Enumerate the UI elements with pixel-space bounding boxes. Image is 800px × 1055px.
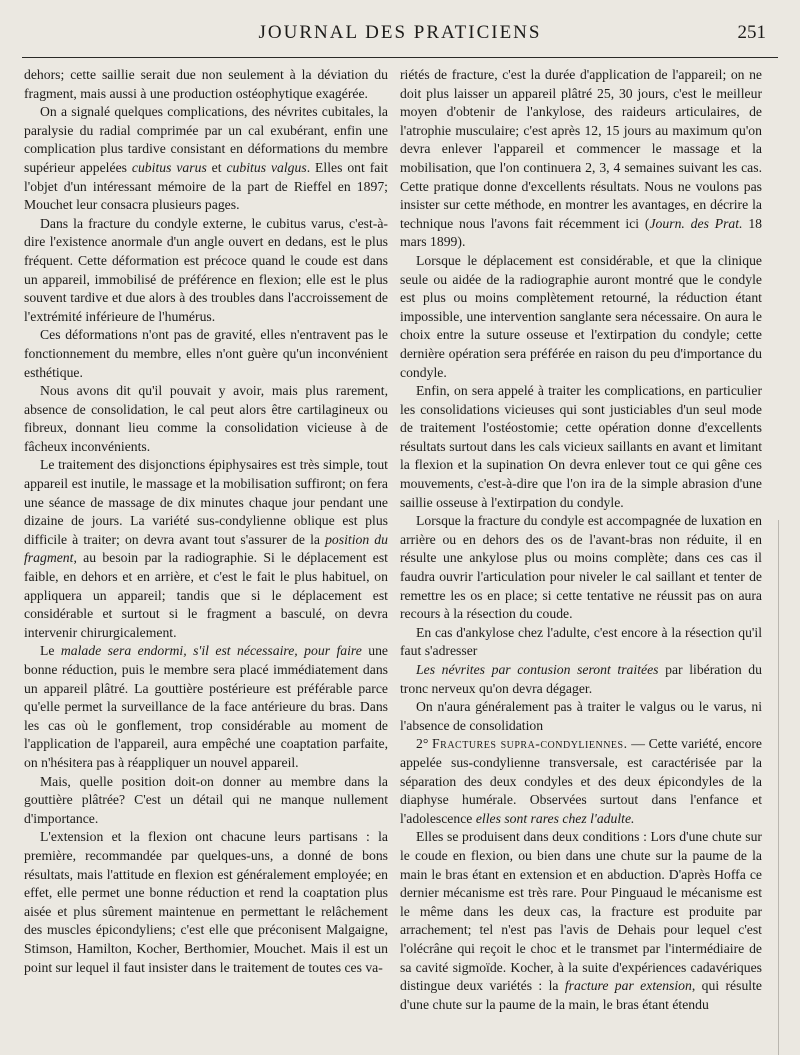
- text-run: riétés de fracture, c'est la durée d'application de l'appareil; on ne doit plus laisser un appareil plâtré 25, 30 jours, c'est le meilleur moyen d'obtenir de l'ankylose, des raideurs articulaires, de l'atrophie musculaire; c'est après 12, 15 jours au maximum qu'on devra enlever l'appareil et commencer le massage et la mobilisation, que l'on continuera 2, 3, 4 semaines suivant les cas. Cette pratique donne d'excellents résultats. Nous ne voulons pas insister sur cette méthode, en montrer les avantages, en décrire la technique nous l'avons fait récemment ici (: [400, 67, 762, 231]
- paragraph: [400, 735, 762, 828]
- paragraph: [400, 382, 762, 512]
- paragraph: [24, 773, 388, 829]
- paragraph: [400, 698, 762, 735]
- paragraph: [400, 252, 762, 382]
- italic-term: malade sera endormi, s'il est nécessaire, pour faire: [60, 643, 362, 659]
- page-header: [0, 22, 800, 52]
- text-run: par libération du tronc nerveux qu'on devra dégager.: [400, 662, 762, 696]
- paragraph: [400, 661, 762, 698]
- italic-term: cubitus valgus: [226, 159, 307, 175]
- section-heading: Fractures supra-condyliennes.: [432, 736, 628, 752]
- text-run: L'extension et la flexion ont chacune leurs partisans : la première, recommandée par quelques-uns, a donné de bons résultats, mais l'attitude en flexion est généralement employée; en effet, elle permet une bonne réduction et rend la coaptation plus aisée et plus sûrement maintenue en permettant le relâchement des muscles épicondyliens; c'est elle que préconisent Malgaigne, Stimson, Hamilton, Kocher, Berthomier, Mouchet. Mais il est un point sur lequel il faut insister dans le traitement de toutes ces va-: [24, 829, 388, 975]
- page-number: 251: [737, 22, 766, 43]
- text-run: . Elles ont fait l'objet d'un intéressant mémoire de la part de Rieffel en 1897; Mouchet leur consacra plusieurs pages.: [24, 159, 388, 213]
- paragraph: [24, 103, 388, 215]
- text-run: Mais, quelle position doit-on donner au membre dans la gouttière plâtrée? C'est un détail qui ne manque nullement d'importance.: [24, 773, 388, 826]
- paragraph: [24, 642, 388, 772]
- header-rule: [22, 57, 778, 58]
- text-run: Lorsque la fracture du condyle est accompagnée de luxation en arrière ou en dehors des os de l'avant-bras non réduite, il en résulte une ankylose plus ou moins complète; dans ces cas il faudra ouvrir l'articulation pour niveler le cal saillant et tenter de remettre les os en place; si cette tentative ne réussit pas on aura recours à la résection du coude.: [400, 513, 762, 622]
- paragraph: [24, 326, 388, 382]
- paragraph: [24, 66, 388, 103]
- page-edge-line: [778, 520, 779, 1055]
- text-run: 18 mars 1899).: [400, 215, 762, 250]
- text-run: et: [206, 159, 227, 175]
- paragraph: [400, 66, 762, 252]
- italic-term: Les névrites par contusion seront traitées: [416, 662, 659, 677]
- text-run: une bonne réduction, puis le membre sera placé immédiatement dans un appareil plâtré. La gouttière postérieure est préférable parce qu'elle permet la surveillance de la face antérieure du bras. Dans les cas où le gonflement, trop considérable au moment de l'application de l'appareil, aura empêché une coaptation parfaite, on n'hésitera pas à réappliquer un nouvel appareil.: [24, 643, 388, 770]
- paragraph: [24, 456, 388, 642]
- italic-term: cubitus varus: [131, 159, 207, 175]
- text-run: Lorsque le déplacement est considérable, et que la clinique seule ou aidée de la radiographie auront montré que le condyle est plus ou moins complètement retourné, la réduction étant impossible, une intervention sanglante sera nécessaire. On aura le choix entre la suture osseuse et l'extirpation du condyle; cette dernière opération sera préférée en raison du peu d'importance du condyle.: [400, 252, 762, 380]
- paragraph: [24, 215, 388, 327]
- paragraph: [400, 512, 762, 624]
- text-run: Le: [40, 643, 61, 659]
- section-number: 2°: [416, 736, 429, 752]
- italic-term: elles sont rares chez l'adulte.: [475, 810, 635, 826]
- text-run: En cas d'ankylose chez l'adulte, c'est encore à la résection qu'il faut s'adresser: [400, 624, 762, 659]
- italic-term: fracture par extension: [564, 978, 692, 994]
- paragraph: [400, 624, 762, 661]
- italic-term: position du fragment: [24, 531, 388, 566]
- paragraph: [24, 382, 388, 456]
- paragraph: [400, 828, 762, 1014]
- paragraph: [24, 828, 388, 977]
- text-run: Nous avons dit qu'il pouvait y avoir, mais plus rarement, absence de consolidation, le cal peut alors être cartilagineux ou fibreux, donnant lieu comme la consolidation vicieuse à de fâcheux inconvénients.: [24, 383, 388, 454]
- text-run: Ces déformations n'ont pas de gravité, elles n'entravent pas le fonctionnement du membre, elles n'ont guère qu'un inconvénient esthétique.: [24, 327, 388, 380]
- text-run: On n'aura généralement pas à traiter le valgus ou le varus, ni l'absence de consolidation: [400, 699, 762, 733]
- text-run: , au besoin par la radiographie. Si le déplacement est faible, en dehors et en arrière, et c'est le fait le plus habituel, on appliquera un appareil; tandis que si le déplacement est considérable et surtout si le fragment a basculé, on devra intervenir chirurgicalement.: [24, 550, 388, 640]
- text-run: , qui résulte d'une chute sur la paume de la main, le bras étant étendu: [400, 978, 762, 1012]
- text-run: dehors; cette saillie serait due non seulement à la déviation du fragment, mais aussi à une production ostéophytique exagérée.: [24, 67, 388, 101]
- text-run: Dans la fracture du condyle externe, le cubitus varus, c'est-à-dire l'existence anormale d'un angle ouvert en dedans, est le plus fréquent. Cette déformation est précoce quand le coude est dans un appareil, immobilisé de préférence en flexion; elle est le plus souvent tardive et due alors à des troubles dans l'accroissement de l'extrémité inférieure de l'humérus.: [24, 215, 388, 324]
- right-column: [400, 66, 762, 1051]
- text-run: — Cette variété, encore appelée sus-condylienne transversale, est caractérisée par la séparation des deux condyles et des deux épicondyles de la diaphyse humérale. Observées surtout dans l'enfance et l'adolescence: [400, 736, 762, 826]
- italic-citation: Journ. des Prat.: [649, 215, 743, 231]
- running-title: JOURNAL DES PRATICIENS: [258, 22, 542, 43]
- text-run: Le traitement des disjonctions épiphysaires est très simple, tout appareil est inutile, le massage et la mobilisation suffiront; on fera une séance de massage de dix minutes chaque jour pendant une dizaine de jours. La variété sus-condylienne oblique est plus difficile à traiter; on devra avant tout s'assurer de la: [24, 457, 388, 547]
- text-run: Elles se produisent dans deux conditions : Lors d'une chute sur le coude en flexion, ou bien dans une chute sur la paume de la main le bras étant en extension et en abduction. D'après Hoffa ce dernier mécanisme est très rare. Pour Pinguaud le mécanisme est le même dans les deux cas, la fracture est produite par arrachement; tel n'est pas l'avis de Dehais pour lequel c'est l'olécrâne qui reçoit le choc et le transmet par l'intermédiaire de sa cavité sigmoïde. Kocher, à la suite d'expériences cadavériques distingue deux variétés : la: [400, 829, 762, 994]
- text-run: On a signalé quelques complications, des névrites cubitales, la paralysie du radial comprimée par un cal exubérant, enfin une complication plus tardive consistant en déformations du membre supérieur appelées: [24, 104, 388, 175]
- text-run: Enfin, on sera appelé à traiter les complications, en particulier les consolidations vicieuses qui sont justiciables d'un seul mode de traitement l'ostéostomie; cette opération donne d'excellents résultats surtout dans les cals vicieux saillants en avant et limitant la flexion et la supination On devra enlever tout ce qui gêne ces mouvements, c'est-à-dire que l'on ira de la simple abrasion d'une saillie osseuse à l'extirpation du condyle.: [400, 383, 762, 510]
- left-column: [24, 66, 388, 1051]
